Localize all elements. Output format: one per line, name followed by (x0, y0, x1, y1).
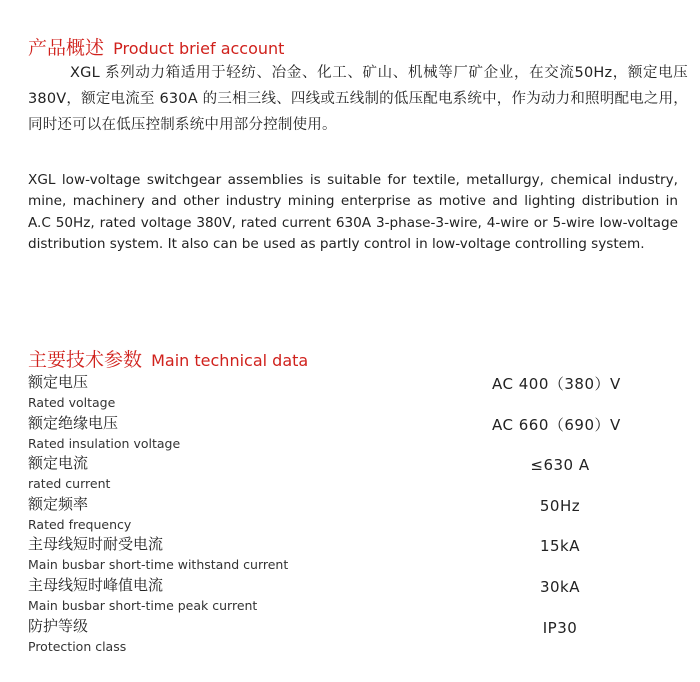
parameter-row-withstand-current (28, 534, 668, 575)
technical-title-en: Main technical data (151, 351, 309, 370)
parameter-value: AC 660（690）V (492, 415, 621, 434)
parameter-name-en: Rated frequency (28, 516, 132, 532)
parameter-row-rated-current (28, 453, 668, 494)
parameter-name-cn: 主母线短时耐受电流 (28, 535, 164, 554)
overview-paragraph-cn: XGL 系列动力箱适用于轻纺、冶金、化工、矿山、机械等厂矿企业，在交流50Hz，额定电压 380V，额定电流至 630A 的三相三线、四线或五线制的低压配电系统中，作为动力和照明配电之用，同时还可以在低压控制系统中用部分控制使用。 (28, 65, 688, 133)
parameter-name-cn: 额定电压 (28, 373, 89, 391)
parameter-name-en: rated current (28, 476, 111, 492)
parameter-name-cn: 额定绝缘电压 (28, 413, 119, 432)
parameter-row-protection-class (28, 616, 668, 657)
overview-heading (28, 33, 284, 60)
parameter-name-en: Rated voltage (28, 395, 116, 410)
parameter-value: IP30 (542, 618, 578, 637)
parameter-value: AC 400（380）V (492, 375, 621, 393)
parameter-name-cn: 额定电流 (28, 454, 89, 473)
parameter-value: 30kA (539, 577, 581, 596)
technical-title-cn: 主要技术参数 (28, 349, 143, 371)
parameter-name-en: Protection class (28, 638, 127, 654)
technical-parameter-list (28, 372, 668, 656)
overview-title-en: Product brief account (113, 39, 285, 58)
technical-heading (28, 345, 308, 372)
overview-title-cn: 产品概述 (28, 37, 105, 59)
parameter-name-cn: 防护等级 (28, 616, 89, 635)
parameter-row-rated-insulation-voltage (28, 413, 668, 454)
parameter-name-en: Main busbar short-time withstand current (28, 557, 289, 573)
overview-paragraph-cn-block (28, 60, 688, 138)
parameter-name-cn: 额定频率 (28, 494, 89, 513)
parameter-row-peak-current (28, 575, 668, 616)
parameter-name-en: Main busbar short-time peak current (28, 597, 258, 613)
parameter-name-cn: 主母线短时峰值电流 (28, 575, 164, 594)
parameter-value: 15kA (539, 537, 581, 556)
parameter-value: ≤630 A (530, 456, 590, 475)
parameter-value: 50Hz (539, 496, 581, 515)
parameter-row-rated-frequency (28, 494, 668, 535)
overview-paragraph-en: XGL low-voltage switchgear assemblies is suitable for textile, metallurgy, chemical industry, mine, machinery and other industry mining enterprise as motive and lighting distribution in A.C 50Hz, rated voltage 380V, rated current 630A 3-phase-3-wire, 4-wire or 5-wire low-voltage distribution system. It also can be used as partly control in low-voltage controlling system. (28, 172, 678, 253)
parameter-name-en: Rated insulation voltage (28, 435, 181, 451)
parameter-row-rated-voltage (28, 372, 668, 413)
